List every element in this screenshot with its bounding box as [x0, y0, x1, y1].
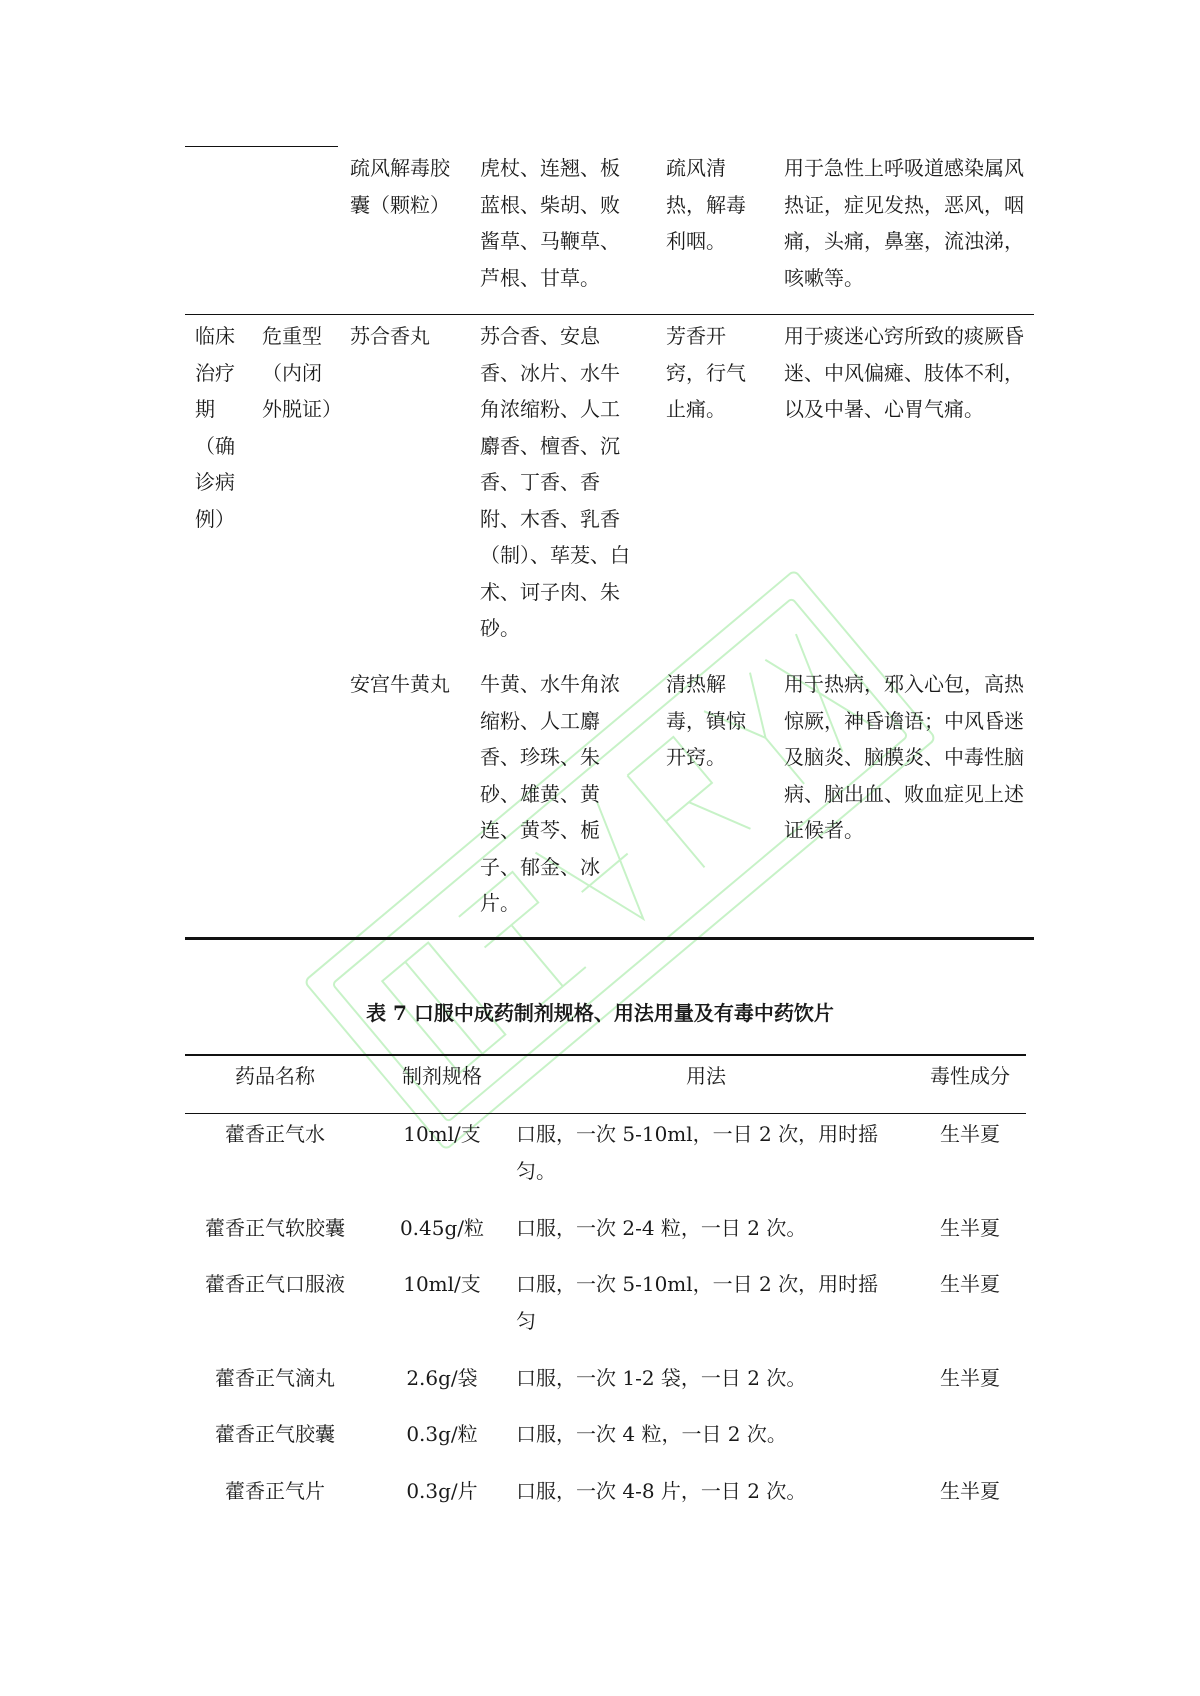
composition-cell-row1: 虎杖、连翘、板蓝根、柴胡、败酱草、马鞭草、芦根、甘草。	[480, 156, 620, 290]
table-row-usage: 口服，一次 5-10ml，一日 2 次，用时摇匀	[516, 1272, 879, 1333]
table-row-usage: 口服，一次 1-2 袋，一日 2 次。	[516, 1366, 807, 1390]
table-row-usage: 口服，一次 4-8 片，一日 2 次。	[516, 1479, 807, 1503]
drug-cell-row2: 苏合香丸	[350, 324, 430, 348]
stage-cell: 临床治疗期（确诊病例）	[195, 324, 235, 531]
effect-cell-row2: 芳香开窍，行气止痛。	[666, 324, 746, 421]
table-row-name: 藿香正气滴丸	[215, 1366, 335, 1390]
table7-top-rule	[185, 1054, 1026, 1056]
drug-cell-row3: 安宫牛黄丸	[350, 672, 450, 696]
indication-cell-row1: 用于急性上呼吸道感染属风热证，症见发热，恶风，咽痛，头痛，鼻塞，流浊涕，咳嗽等。	[784, 156, 1024, 290]
table-caption: 表 7 口服中成药制剂规格、用法用量及有毒中药饮片	[366, 1001, 834, 1025]
table-row-spec: 10ml/支	[403, 1122, 481, 1146]
top-partial-rule	[185, 146, 338, 147]
table7-header-rule	[185, 1113, 1026, 1114]
header-toxic: 毒性成分	[930, 1064, 1010, 1088]
indication-cell-row3: 用于热病，邪入心包，高热惊厥，神昏谵语；中风昏迷及脑炎、脑膜炎、中毒性脑病、脑出血、败血症见上述证候者。	[784, 672, 1024, 842]
table-bottom-rule	[185, 937, 1034, 940]
table-row-spec: 2.6g/袋	[406, 1366, 478, 1390]
drug-cell-row1: 疏风解毒胶囊（颗粒）	[350, 156, 450, 217]
table-row-usage: 口服，一次 5-10ml，一日 2 次，用时摇匀。	[516, 1122, 879, 1183]
effect-cell-row1: 疏风清热，解毒利咽。	[666, 156, 746, 253]
table-row-spec: 0.3g/粒	[406, 1422, 478, 1446]
header-spec: 制剂规格	[402, 1064, 482, 1088]
table-row-toxic: 生半夏	[940, 1216, 1000, 1240]
table-row-usage: 口服，一次 4 粒，一日 2 次。	[516, 1422, 787, 1446]
type-cell: 危重型（内闭外脱证）	[262, 324, 342, 421]
table-row-name: 藿香正气水	[225, 1122, 325, 1146]
table-row-name: 藿香正气胶囊	[215, 1422, 335, 1446]
table-row-spec: 0.45g/粒	[399, 1216, 485, 1240]
table-row-name: 藿香正气口服液	[205, 1272, 345, 1296]
composition-cell-row3: 牛黄、水牛角浓缩粉、人工麝香、珍珠、朱砂、雄黄、黄连、黄芩、栀子、郁金、冰片。	[480, 672, 620, 915]
table-row-toxic: 生半夏	[940, 1366, 1000, 1390]
row-divider	[185, 314, 1034, 315]
effect-cell-row3: 清热解毒，镇惊开窍。	[666, 672, 746, 769]
header-usage: 用法	[686, 1064, 726, 1088]
table-row-usage: 口服，一次 2-4 粒，一日 2 次。	[516, 1216, 807, 1240]
composition-cell-row2: 苏合香、安息香、冰片、水牛角浓缩粉、人工麝香、檀香、沉香、丁香、香附、木香、乳香（制）、荜茇、白术、诃子肉、朱砂。	[480, 324, 630, 640]
table-row-spec: 0.3g/片	[406, 1479, 478, 1503]
header-name: 药品名称	[235, 1064, 315, 1088]
table-row-name: 藿香正气软胶囊	[205, 1216, 345, 1240]
table-row-spec: 10ml/支	[403, 1272, 481, 1296]
table-row-toxic: 生半夏	[940, 1122, 1000, 1146]
table-row-name: 藿香正气片	[225, 1479, 325, 1503]
table-row-toxic: 生半夏	[940, 1272, 1000, 1296]
table-row-toxic: 生半夏	[940, 1479, 1000, 1503]
indication-cell-row2: 用于痰迷心窍所致的痰厥昏迷、中风偏瘫、肢体不利，以及中暑、心胃气痛。	[784, 324, 1024, 421]
